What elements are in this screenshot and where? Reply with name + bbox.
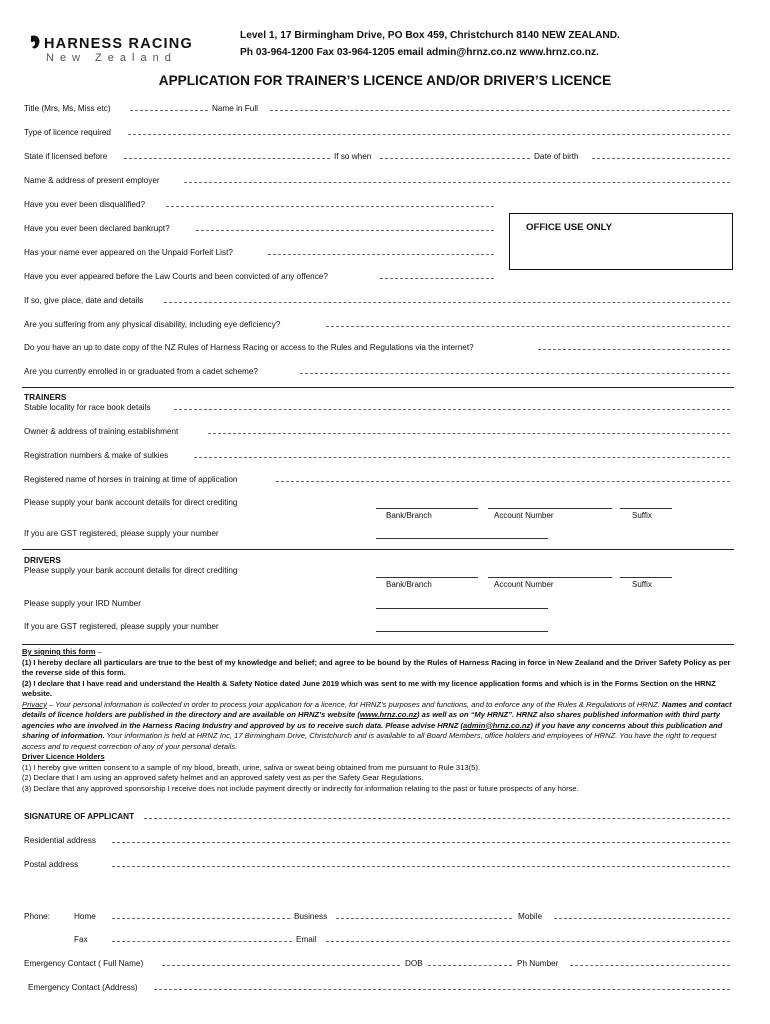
dob-label: Date of birth	[534, 152, 579, 161]
trainer-bank-label: Please supply your bank account details for direct crediting	[24, 498, 238, 507]
trainer-suffix-field[interactable]	[620, 508, 672, 509]
address-line-2: Ph 03-964-1200 Fax 03-964-1205 email admin@hrnz.co.nz www.hrnz.co.nz.	[240, 47, 599, 58]
driver-suffix-field[interactable]	[620, 577, 672, 578]
trainer-account-field[interactable]	[488, 508, 612, 509]
driver-gst-field[interactable]	[376, 631, 548, 632]
section-divider	[22, 644, 734, 645]
stable-field[interactable]	[174, 409, 730, 410]
sulkies-label: Registration numbers & make of sulkies	[24, 451, 169, 460]
sulkies-field[interactable]	[194, 457, 730, 458]
emergency-dob-label: DOB	[405, 959, 423, 968]
drivers-heading: DRIVERS	[24, 555, 61, 565]
owner-field[interactable]	[208, 433, 730, 434]
cadet-field[interactable]	[300, 373, 730, 374]
driver-bank-branch-field[interactable]	[376, 577, 478, 578]
title-label: Title (Mrs, Ms, Miss etc)	[24, 104, 111, 113]
business-label: Business	[294, 912, 328, 921]
disqualified-label: Have you ever been disqualified?	[24, 200, 146, 209]
privacy-text-d: ) if you have any concerns about this publication and sharing of information.	[22, 720, 723, 740]
signature-label: SIGNATURE OF APPLICANT	[24, 812, 135, 821]
licence-type-label: Type of licence required	[24, 128, 111, 137]
ird-label: Please supply your IRD Number	[24, 599, 141, 608]
business-phone-field[interactable]	[336, 918, 512, 919]
declaration-block: By signing this form – (1) I hereby declare all particulars are true to the best of my knowledge and belief; and agree to be bound by the Rules of Harness Racing in force in New Zealand and the Driver Safety Policy as per the reverse side of this form. (2) I declare that I have read and understand the Health & Safety Notice dated June 2019 which was sent to me with my licence application forms and which is in the Forms Section on the HRNZ website. Privacy – Your personal information is collected in order to process your application for a licence, for HRNZ’s purposes and functions, and to enforce any of the Rules & Regulations of HRNZ. Names and contact details of licence holders are published in the directory and are available on HRNZ’s website (www.hrnz.co.nz) as well as on “My HRNZ”. HRNZ also shares published information with third party agencies who are involved in the Harness Racing Industry and approved by us to receive such data. Please advise HRNZ (admin@hrnz.co.nz) if you have any concerns about this publication and sharing of information. Your information is held at HRNZ Inc, 17 Birmingham Drive, Christchurch and is available to all Board Members, office holders and employees of HRNZ. You have the right to request access and to request correction of any of your personal details. Driver Licence Holders (1) I hereby give written consent to a sample of my blood, breath, urine, saliva or sweat being obtained from me pursuant to Rule 313(5). (2) Declare that I am using an approved safety helmet and an approved safety vest as per the Safety Gear Regulations. (3) Declare that any approved sponsorship I receive does not include payment directly or indirectly for information relating to the past or future prospects of any horse.	[22, 647, 734, 794]
mobile-label: Mobile	[518, 912, 543, 921]
licence-type-field[interactable]	[128, 134, 730, 135]
privacy-website-link[interactable]: www.hrnz.co.nz	[359, 710, 417, 719]
licensed-before-label: State if licensed before	[24, 152, 108, 161]
rules-copy-label: Do you have an up to date copy of the NZ Rules of Harness Racing or access to the Rules and Regulations via the internet?	[24, 343, 474, 352]
declaration-2: (2) I declare that I have read and understand the Health & Safety Notice dated June 2019 which was sent to me with my licence application forms and which is in the Forms Section on the HRNZ website.	[22, 678, 716, 698]
licensed-before-field[interactable]	[124, 158, 330, 159]
home-label: Home	[74, 912, 96, 921]
stable-label: Stable locality for race book details	[24, 403, 151, 412]
trainer-bank-branch-field[interactable]	[376, 508, 478, 509]
employer-field[interactable]	[184, 182, 730, 183]
fax-label: Fax	[74, 935, 88, 944]
trainer-suffix-caption: Suffix	[632, 511, 652, 520]
postal-label: Postal address	[24, 860, 79, 869]
emergency-phone-label: Ph Number	[517, 959, 559, 968]
bankrupt-label: Have you ever been declared bankrupt?	[24, 224, 170, 233]
driver-suffix-caption: Suffix	[632, 580, 652, 589]
emergency-name-label: Emergency Contact ( Full Name)	[24, 959, 144, 968]
privacy-text-e: Your information is held at HRNZ Inc, 17 Birmingham Drive, Christchurch and is available to all Board Members, office holders and employees of HRNZ. You have the right to request access and to request correction of any of your personal details.	[22, 731, 717, 751]
disability-field[interactable]	[326, 326, 730, 327]
horse-head-logo-icon	[28, 34, 42, 52]
privacy-text-a: – Your personal information is collected in order to process your application for a licence, for HRNZ’s purposes and functions, and to enforce any of the Rules & Regulations of HRNZ.	[46, 699, 663, 709]
driver-bank-branch-caption: Bank/Branch	[386, 580, 432, 589]
fax-field[interactable]	[112, 941, 292, 942]
driver-gst-label: If you are GST registered, please supply your number	[24, 622, 219, 631]
if-so-when-field[interactable]	[380, 158, 530, 159]
address-line-1: Level 1, 17 Birmingham Drive, PO Box 459, Christchurch 8140 NEW ZEALAND.	[240, 30, 620, 41]
residential-label: Residential address	[24, 836, 96, 845]
place-date-field[interactable]	[164, 302, 730, 303]
cadet-label: Are you currently enrolled in or graduated from a cadet scheme?	[24, 367, 258, 376]
driver-bank-label: Please supply your bank account details for direct crediting	[24, 566, 238, 575]
emergency-phone-field[interactable]	[570, 965, 730, 966]
bankrupt-field[interactable]	[196, 230, 494, 231]
ird-field[interactable]	[376, 608, 548, 609]
trainer-bank-branch-caption: Bank/Branch	[386, 511, 432, 520]
logo-subtitle: New Zealand	[46, 52, 177, 64]
emergency-address-label: Emergency Contact (Address)	[28, 983, 138, 992]
name-field[interactable]	[270, 110, 730, 111]
employer-label: Name & address of present employer	[24, 176, 160, 185]
driver-holders-heading: Driver Licence Holders	[22, 752, 105, 761]
email-field[interactable]	[326, 941, 730, 942]
title-field[interactable]	[130, 110, 208, 111]
by-signing-heading: By signing this form	[22, 647, 96, 656]
email-label: Email	[296, 935, 317, 944]
driver-declaration-3: (3) Declare that any approved sponsorship I receive does not include payment directly or indirectly for information relating to the past or future prospects of any horse.	[22, 783, 579, 793]
emergency-address-field[interactable]	[154, 989, 730, 990]
name-label: Name in Full	[212, 104, 258, 113]
disability-label: Are you suffering from any physical disability, including eye deficiency?	[24, 320, 281, 329]
privacy-notice	[22, 700, 734, 753]
dob-field[interactable]	[592, 158, 730, 159]
horses-label: Registered name of horses in training at time of application	[24, 475, 238, 484]
law-courts-field[interactable]	[380, 278, 494, 279]
emergency-dob-field[interactable]	[428, 965, 512, 966]
residential-field[interactable]	[112, 842, 730, 843]
postal-field[interactable]	[112, 866, 730, 867]
privacy-email-link[interactable]: admin@hrnz.co.nz	[463, 720, 531, 730]
home-phone-field[interactable]	[112, 918, 290, 919]
unpaid-field[interactable]	[268, 254, 494, 255]
driver-declaration-2: (2) Declare that I am using an approved safety helmet and an approved safety vest as per the Safety Gear Regulations.	[22, 773, 424, 782]
trainer-account-caption: Account Number	[494, 511, 554, 520]
signature-field[interactable]	[144, 818, 730, 819]
emergency-name-field[interactable]	[162, 965, 400, 966]
unpaid-label: Has your name ever appeared on the Unpaid Forfeit List?	[24, 248, 233, 257]
driver-declaration-1: (1) I hereby give written consent to a sample of my blood, breath, urine, saliva or sweat being obtained from me pursuant to Rule 313(5).	[22, 762, 480, 772]
page-title: APPLICATION FOR TRAINER’S LICENCE AND/OR DRIVER’S LICENCE	[158, 73, 612, 88]
trainer-gst-field[interactable]	[376, 538, 548, 539]
law-courts-label: Have you ever appeared before the Law Courts and been convicted of any offence?	[24, 272, 328, 281]
section-divider	[22, 387, 734, 388]
owner-label: Owner & address of training establishment	[24, 427, 179, 436]
place-date-label: If so, give place, date and details	[24, 296, 144, 305]
trainer-gst-label: If you are GST registered, please supply your number	[24, 529, 219, 538]
phone-label: Phone:	[24, 912, 50, 921]
rules-copy-field[interactable]	[538, 349, 730, 350]
office-use-box	[509, 213, 733, 270]
privacy-text-c: ) as well as on “My HRNZ”. HRNZ also shares published information with third party agencies who are involved in the Harness Racing Industry and approved by us to receive such data. Please advise HRNZ (	[22, 710, 720, 730]
section-divider	[22, 549, 734, 550]
horses-field[interactable]	[276, 481, 730, 482]
if-so-when-label: If so when	[334, 152, 372, 161]
mobile-phone-field[interactable]	[554, 918, 730, 919]
driver-account-field[interactable]	[488, 577, 612, 578]
declaration-1: (1) I hereby declare all particulars are true to the best of my knowledge and belief; and agree to be bound by the Rules of Harness Racing in force in New Zealand and the Driver Safety Policy as per the reverse side of this form.	[22, 657, 731, 677]
trainers-heading: TRAINERS	[24, 392, 67, 402]
privacy-text-b: Names and contact details of licence holders are published in the directory and are available on HRNZ’s website (	[22, 699, 732, 719]
logo-title: HARNESS RACING	[44, 36, 193, 52]
privacy-label: Privacy	[22, 699, 47, 709]
driver-account-caption: Account Number	[494, 580, 554, 589]
disqualified-field[interactable]	[166, 206, 494, 207]
office-use-label: OFFICE USE ONLY	[526, 222, 613, 233]
